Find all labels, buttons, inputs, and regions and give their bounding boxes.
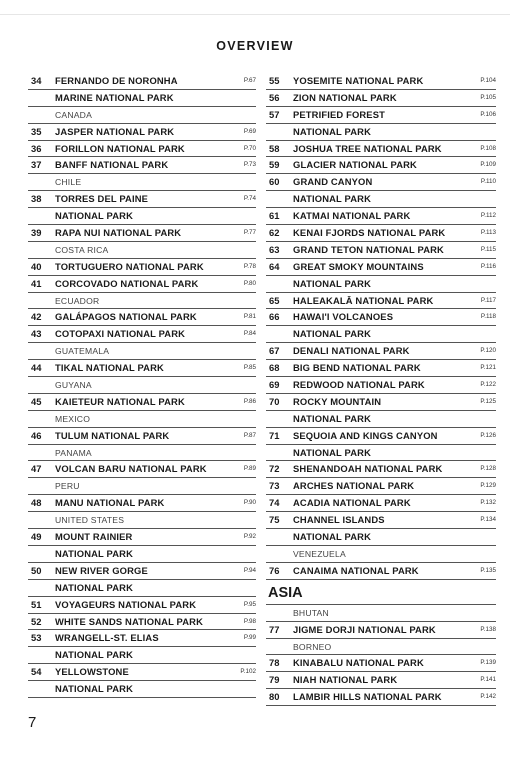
country-name: MEXICO (55, 413, 91, 424)
section-title: ASIA (268, 584, 303, 601)
toc-entry-row[interactable] (266, 377, 496, 394)
toc-entry-row[interactable] (28, 428, 256, 445)
page-reference: P.90 (243, 499, 256, 507)
page-reference: P.122 (480, 381, 496, 389)
toc-entry-row[interactable] (266, 73, 496, 90)
park-name: TORTUGUERO NATIONAL PARK (55, 260, 204, 272)
page-reference: P.108 (480, 144, 496, 152)
entry-number: 48 (31, 497, 42, 509)
entry-number: 35 (31, 125, 42, 137)
park-name: NATIONAL PARK (293, 531, 371, 543)
country-heading-row (28, 445, 256, 462)
park-name: YOSEMITE NATIONAL PARK (293, 75, 424, 86)
park-name: CHANNEL ISLANDS (293, 514, 385, 526)
toc-entry-row[interactable] (266, 655, 496, 672)
entry-number: 58 (269, 142, 280, 154)
page-reference: P.70 (243, 144, 256, 152)
page-number: 7 (28, 714, 37, 731)
country-heading-row (28, 107, 256, 124)
toc-entry-row[interactable] (28, 73, 256, 90)
page-reference: P.67 (243, 77, 256, 84)
park-name: TORRES DEL PAINE (55, 193, 149, 205)
page-reference: P.85 (243, 364, 256, 372)
page-reference: P.92 (243, 533, 256, 541)
toc-entry-row[interactable] (28, 495, 256, 512)
entry-number: 61 (269, 210, 280, 222)
country-heading-row (266, 546, 496, 563)
park-name: PETRIFIED FOREST (293, 108, 385, 120)
toc-entry-row[interactable] (266, 529, 496, 546)
page-reference: P.81 (243, 313, 256, 321)
entry-number: 49 (31, 531, 42, 543)
park-name: ARCHES NATIONAL PARK (293, 480, 415, 492)
country-heading-row (28, 343, 256, 360)
park-name: NATIONAL PARK (55, 649, 133, 661)
right-column (266, 73, 496, 706)
park-name: NATIONAL PARK (55, 210, 133, 222)
toc-entry-row[interactable] (28, 208, 256, 225)
toc-entry-row[interactable] (266, 90, 496, 107)
park-name: JIGME DORJI NATIONAL PARK (293, 623, 436, 635)
toc-entry-row[interactable] (266, 309, 496, 326)
country-name: COSTA RICA (55, 244, 109, 255)
entry-number: 65 (269, 294, 280, 306)
toc-entry-row[interactable] (266, 343, 496, 360)
entry-number: 54 (31, 666, 42, 678)
park-name: CORCOVADO NATIONAL PARK (55, 277, 199, 289)
entry-number: 67 (269, 345, 280, 357)
country-heading-row (266, 639, 496, 656)
park-name: NATIONAL PARK (293, 328, 371, 340)
park-name: MANU NATIONAL PARK (55, 497, 165, 509)
toc-entry-row[interactable] (266, 512, 496, 529)
toc-entry-row[interactable] (28, 191, 256, 208)
page-reference: P.134 (480, 516, 496, 524)
page-reference: P.118 (480, 313, 496, 321)
toc-entry-row[interactable] (266, 276, 496, 293)
page-reference: P.110 (480, 178, 496, 186)
toc-entry-row[interactable] (266, 293, 496, 310)
toc-entry-row[interactable] (266, 242, 496, 259)
park-name: WHITE SANDS NATIONAL PARK (55, 615, 204, 627)
park-name: TULUM NATIONAL PARK (55, 429, 170, 441)
toc-entry-row[interactable] (28, 225, 256, 242)
toc-entry-row[interactable] (28, 360, 256, 377)
page-reference: P.117 (480, 296, 496, 304)
toc-entry-row[interactable] (266, 107, 496, 124)
entry-number: 44 (31, 362, 42, 374)
park-name: TIKAL NATIONAL PARK (55, 362, 164, 374)
entry-number: 69 (269, 379, 280, 391)
toc-entry-row[interactable] (266, 157, 496, 174)
park-name: YELLOWSTONE (55, 666, 129, 678)
page-reference: P.128 (480, 465, 496, 473)
park-name: KENAI FJORDS NATIONAL PARK (293, 227, 446, 239)
entry-number: 34 (31, 75, 42, 86)
park-name: JASPER NATIONAL PARK (55, 125, 175, 137)
page-reference: P.73 (243, 161, 256, 169)
park-name: ROCKY MOUNTAIN (293, 395, 382, 407)
park-name: NATIONAL PARK (293, 446, 371, 458)
page-reference: P.87 (243, 431, 256, 439)
entry-number: 55 (269, 75, 280, 86)
toc-entry-row[interactable] (266, 191, 496, 208)
entry-number: 71 (269, 429, 280, 441)
section-heading-row (266, 580, 496, 605)
park-name: GALÁPAGOS NATIONAL PARK (55, 311, 197, 323)
park-name: GLACIER NATIONAL PARK (293, 159, 417, 171)
park-name: BANFF NATIONAL PARK (55, 159, 169, 171)
toc-entry-row[interactable] (266, 563, 496, 580)
entry-number: 50 (31, 564, 42, 576)
park-name: LAMBIR HILLS NATIONAL PARK (293, 691, 442, 703)
entry-number: 38 (31, 193, 42, 205)
park-name: ACADIA NATIONAL PARK (293, 497, 411, 509)
page-reference: P.141 (480, 676, 496, 684)
entry-number: 40 (31, 260, 42, 272)
toc-entry-row[interactable] (28, 276, 256, 293)
country-heading-row (28, 411, 256, 428)
toc-entry-row[interactable] (28, 647, 256, 664)
country-name: PANAMA (55, 447, 92, 458)
entry-number: 73 (269, 480, 280, 492)
park-name: VOYAGEURS NATIONAL PARK (55, 598, 197, 610)
page-reference: P.138 (480, 625, 496, 633)
park-name: WRANGELL-ST. ELIAS (55, 632, 159, 644)
park-name: NATIONAL PARK (55, 547, 133, 559)
toc-entry-row[interactable] (28, 630, 256, 647)
page-reference: P.89 (243, 465, 256, 473)
page-reference: P.86 (243, 397, 256, 405)
page-reference: P.98 (243, 617, 256, 625)
entry-number: 78 (269, 657, 280, 669)
park-name: JOSHUA TREE NATIONAL PARK (293, 142, 442, 154)
park-name: NATIONAL PARK (293, 193, 371, 205)
toc-entry-row[interactable] (28, 580, 256, 597)
entry-number: 72 (269, 463, 280, 475)
entry-number: 53 (31, 632, 42, 644)
park-name: GREAT SMOKY MOUNTAINS (293, 260, 424, 272)
park-name: COTOPAXI NATIONAL PARK (55, 328, 186, 340)
country-name: BORNEO (293, 641, 332, 652)
park-name: NATIONAL PARK (55, 683, 133, 695)
page-reference: P.80 (243, 279, 256, 287)
page-reference: P.99 (243, 634, 256, 642)
toc-entry-row[interactable] (28, 664, 256, 681)
country-name: CHILE (55, 177, 82, 188)
country-name: UNITED STATES (55, 515, 125, 526)
entry-number: 64 (269, 260, 280, 272)
entry-number: 57 (269, 108, 280, 120)
entry-number: 43 (31, 328, 42, 340)
country-name: PERU (55, 481, 80, 492)
park-name: NATIONAL PARK (55, 581, 133, 593)
page-reference: P.104 (480, 77, 496, 84)
park-name: SHENANDOAH NATIONAL PARK (293, 463, 443, 475)
entry-number: 77 (269, 623, 280, 635)
page-reference: P.126 (480, 431, 496, 439)
park-name: GRAND CANYON (293, 176, 373, 188)
left-column (28, 73, 256, 698)
page-reference: P.78 (243, 262, 256, 270)
page-reference: P.113 (480, 229, 496, 237)
toc-entry-row[interactable] (266, 141, 496, 158)
entry-number: 70 (269, 395, 280, 407)
country-heading-row (28, 377, 256, 394)
toc-entry-row[interactable] (266, 689, 496, 706)
entry-number: 51 (31, 598, 42, 610)
country-heading-row (28, 242, 256, 259)
country-name: CANADA (55, 109, 93, 120)
park-name: DENALI NATIONAL PARK (293, 345, 410, 357)
park-name: VOLCAN BARU NATIONAL PARK (55, 463, 207, 475)
entry-number: 79 (269, 674, 280, 686)
page-reference: P.132 (480, 499, 496, 507)
page-reference: P.115 (480, 245, 496, 253)
toc-entry-row[interactable] (266, 124, 496, 141)
toc-entry-row[interactable] (28, 681, 256, 698)
country-name: GUYANA (55, 380, 92, 391)
toc-entry-row[interactable] (266, 495, 496, 512)
toc-entry-row[interactable] (266, 428, 496, 445)
entry-number: 47 (31, 463, 42, 475)
park-name: FORILLON NATIONAL PARK (55, 142, 185, 154)
entry-number: 56 (269, 91, 280, 103)
page-reference: P.120 (480, 347, 496, 355)
entry-number: 68 (269, 362, 280, 374)
page-reference: P.95 (243, 600, 256, 608)
country-name: BHUTAN (293, 607, 329, 618)
page-reference: P.102 (240, 668, 256, 676)
toc-entry-row[interactable] (266, 445, 496, 462)
page-reference: P.74 (243, 195, 256, 203)
toc-entry-row[interactable] (266, 225, 496, 242)
park-name: FERNANDO DE NORONHA (55, 75, 178, 86)
entry-number: 62 (269, 227, 280, 239)
toc-entry-row[interactable] (266, 394, 496, 411)
toc-entry-row[interactable] (28, 124, 256, 141)
park-name: HALEAKALĀ NATIONAL PARK (293, 294, 434, 306)
park-name: MOUNT RAINIER (55, 531, 133, 543)
toc-entry-row[interactable] (28, 309, 256, 326)
park-name: HAWAI'I VOLCANOES (293, 311, 394, 323)
park-name: KAIETEUR NATIONAL PARK (55, 395, 185, 407)
park-name: KATMAI NATIONAL PARK (293, 210, 411, 222)
toc-entry-row[interactable] (266, 208, 496, 225)
entry-number: 63 (269, 243, 280, 255)
toc-entry-row[interactable] (28, 546, 256, 563)
park-name: CANAIMA NATIONAL PARK (293, 564, 419, 576)
park-name: REDWOOD NATIONAL PARK (293, 379, 425, 391)
toc-entry-row[interactable] (28, 563, 256, 580)
entry-number: 66 (269, 311, 280, 323)
page-reference: P.84 (243, 330, 256, 338)
toc-entry-row[interactable] (28, 394, 256, 411)
toc-entry-row[interactable] (266, 478, 496, 495)
page-reference: P.112 (480, 212, 496, 220)
top-divider (0, 14, 510, 15)
park-name: RAPA NUI NATIONAL PARK (55, 227, 182, 239)
toc-entry-row[interactable] (266, 411, 496, 428)
park-name: ZION NATIONAL PARK (293, 91, 397, 103)
toc-entry-row[interactable] (266, 259, 496, 276)
page-reference: P.129 (480, 482, 496, 490)
entry-number: 75 (269, 514, 280, 526)
page-reference: P.105 (480, 93, 496, 101)
entry-number: 45 (31, 395, 42, 407)
toc-entry-row[interactable] (266, 360, 496, 377)
toc-entry-row[interactable] (266, 672, 496, 689)
page-reference: P.142 (480, 693, 496, 701)
page-title: OVERVIEW (216, 39, 294, 53)
toc-entry-row[interactable] (28, 259, 256, 276)
country-heading-row (266, 605, 496, 622)
page-reference: P.109 (480, 161, 496, 169)
park-name: GRAND TETON NATIONAL PARK (293, 243, 444, 255)
entry-number: 59 (269, 159, 280, 171)
page-reference: P.94 (243, 566, 256, 574)
park-name: NEW RIVER GORGE (55, 564, 148, 576)
page-reference: P.106 (480, 110, 496, 118)
toc-entry-row[interactable] (266, 622, 496, 639)
toc-entry-row[interactable] (28, 326, 256, 343)
entry-number: 74 (269, 497, 280, 509)
page-reference: P.69 (243, 127, 256, 135)
park-name: NATIONAL PARK (293, 412, 371, 424)
country-heading-row (28, 478, 256, 495)
park-name: KINABALU NATIONAL PARK (293, 657, 424, 669)
country-heading-row (28, 174, 256, 191)
park-name: MARINE NATIONAL PARK (55, 91, 174, 103)
entry-number: 60 (269, 176, 280, 188)
toc-entry-row[interactable] (28, 461, 256, 478)
park-name: BIG BEND NATIONAL PARK (293, 362, 421, 374)
country-name: ECUADOR (55, 295, 100, 306)
country-heading-row (28, 293, 256, 310)
page-reference: P.121 (480, 364, 496, 372)
country-name: GUATEMALA (55, 346, 110, 357)
entry-number: 41 (31, 277, 42, 289)
toc-entry-row[interactable] (266, 326, 496, 343)
toc-entry-row[interactable] (28, 157, 256, 174)
page-reference: P.77 (243, 229, 256, 237)
entry-number: 36 (31, 142, 42, 154)
park-name: NATIONAL PARK (293, 277, 371, 289)
entry-number: 76 (269, 564, 280, 576)
park-name: SEQUOIA AND KINGS CANYON (293, 429, 438, 441)
country-heading-row (28, 512, 256, 529)
entry-number: 39 (31, 227, 42, 239)
country-name: VENEZUELA (293, 548, 346, 559)
entry-number: 80 (269, 691, 280, 703)
entry-number: 37 (31, 159, 42, 171)
toc-entry-row[interactable] (266, 461, 496, 478)
toc-entry-row[interactable] (28, 597, 256, 614)
entry-number: 42 (31, 311, 42, 323)
toc-entry-row[interactable] (28, 614, 256, 631)
park-name: NIAH NATIONAL PARK (293, 674, 398, 686)
entry-number: 46 (31, 429, 42, 441)
page-reference: P.135 (480, 566, 496, 574)
park-name: NATIONAL PARK (293, 125, 371, 137)
toc-entry-row[interactable] (28, 90, 256, 107)
page-reference: P.125 (480, 397, 496, 405)
page-reference: P.116 (480, 262, 496, 270)
toc-entry-row[interactable] (28, 529, 256, 546)
entry-number: 52 (31, 615, 42, 627)
toc-entry-row[interactable] (28, 141, 256, 158)
page-reference: P.139 (480, 659, 496, 667)
toc-entry-row[interactable] (266, 174, 496, 191)
